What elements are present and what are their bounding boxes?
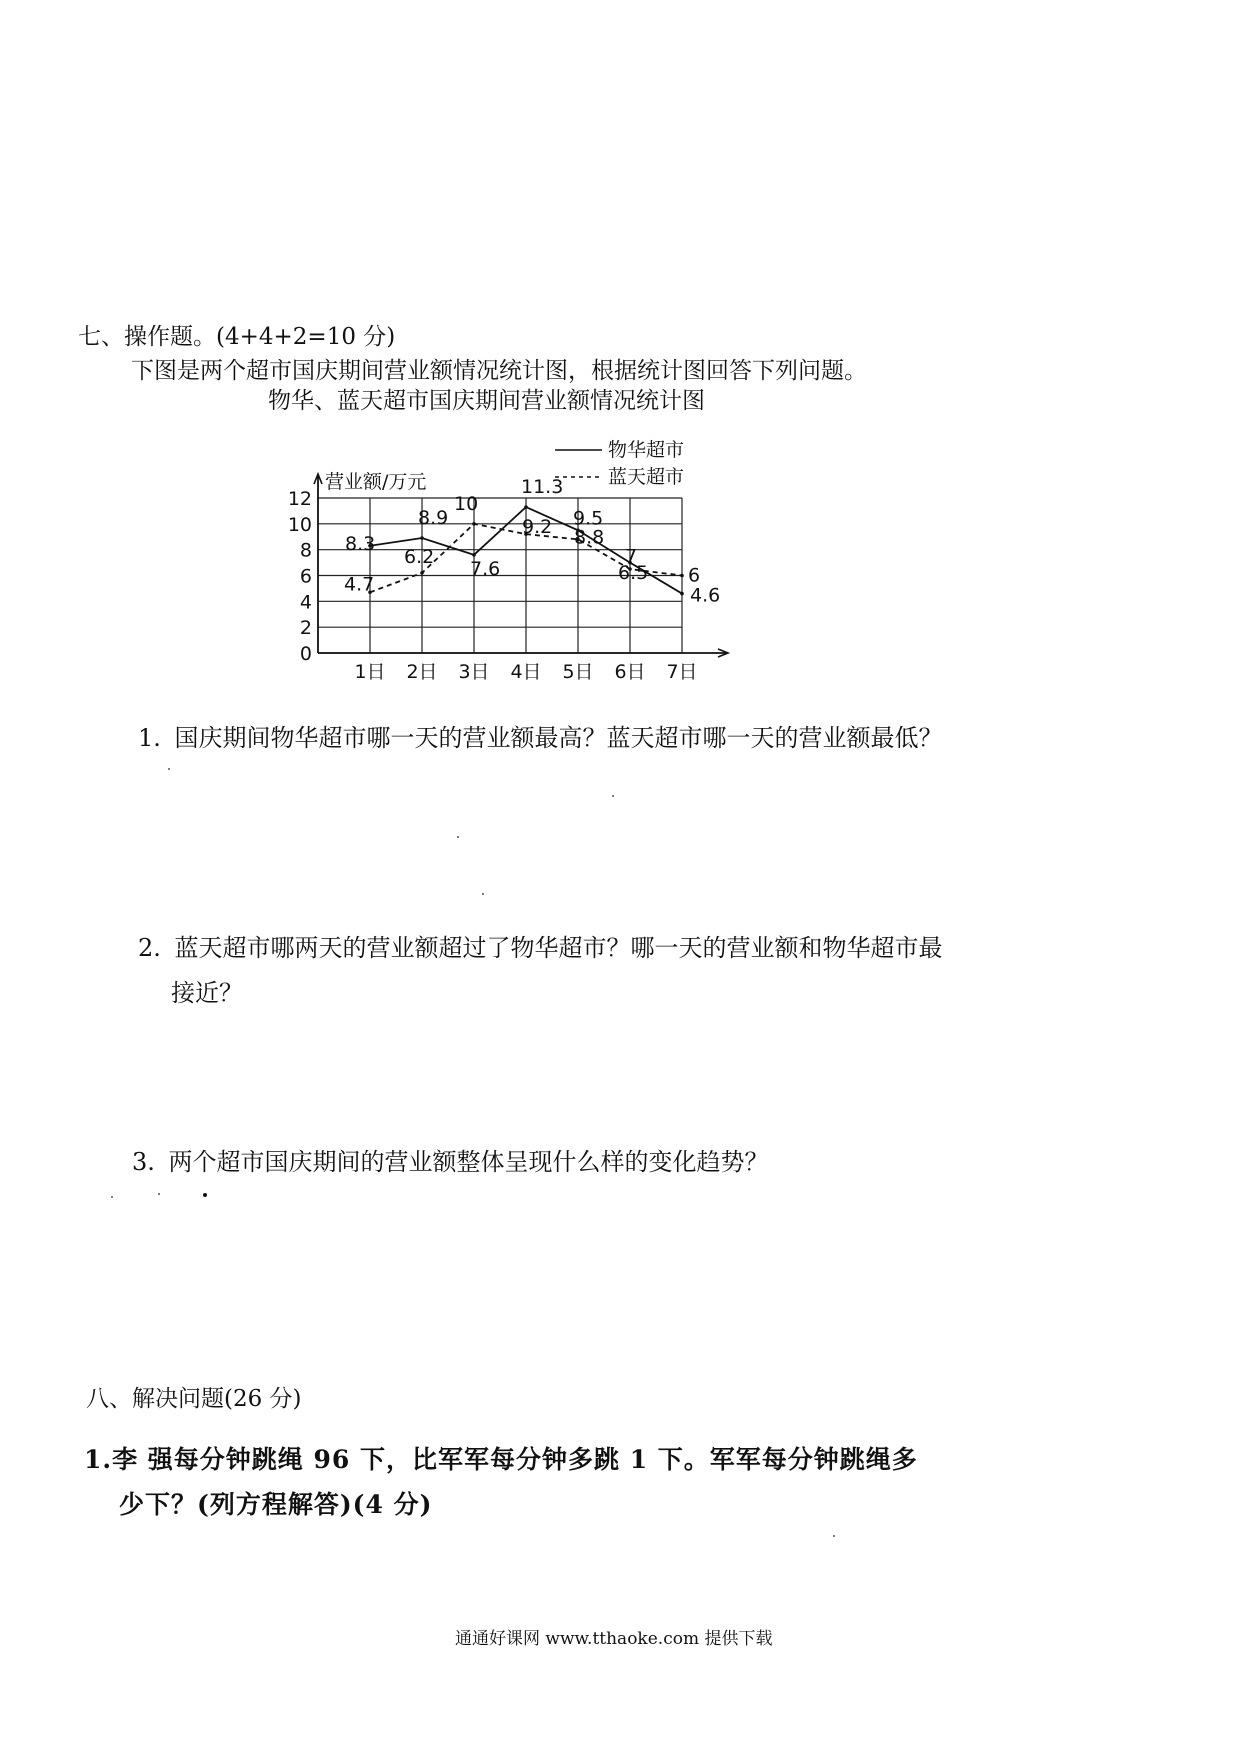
section-8-question-1-line-1: 1.李 强每分钟跳绳 96 下，比军军每分钟多跳 1 下。军军每分钟跳绳多: [84, 1445, 918, 1474]
y-tick-label: 10: [287, 513, 312, 536]
x-tick-label: 6日: [614, 661, 646, 683]
point-wuhua: [472, 553, 476, 557]
data-label-wuhua: 11.3: [521, 476, 564, 499]
scan-speck: [457, 836, 459, 838]
data-label-lantian: 6.5: [618, 562, 649, 585]
point-lantian: [472, 522, 476, 526]
y-tick-label: 8: [299, 539, 312, 562]
point-wuhua: [524, 505, 528, 509]
chart-legend: [555, 439, 684, 488]
point-wuhua: [680, 592, 684, 596]
x-tick-label: 7日: [666, 661, 698, 683]
y-tick-label: 0: [299, 643, 312, 665]
section-8-question-1-line-2: 少下？(列方程解答)(4 分): [119, 1490, 433, 1519]
data-label-lantian: 6: [688, 564, 701, 587]
x-tick-label: 1日: [354, 661, 386, 683]
line-chart: [280, 430, 750, 695]
x-tick-label: 5日: [562, 661, 594, 683]
footer-credit: 通通好课网 www.tthaoke.com 提供下载: [455, 1629, 773, 1649]
question-number: 3.: [132, 1148, 155, 1176]
legend-label-lantian: 蓝天超市: [608, 466, 685, 488]
question-number: 2.: [138, 934, 161, 962]
data-label-lantian: 10: [454, 492, 479, 515]
question-text: 国庆期间物华超市哪一天的营业额最高？蓝天超市哪一天的营业额最低？: [174, 724, 943, 752]
section-8-heading: 八、解决问题(26 分): [86, 1386, 302, 1412]
data-label-lantian: 6.2: [404, 545, 435, 568]
data-label-wuhua: 7: [625, 545, 638, 568]
x-tick-label: 4日: [510, 661, 542, 683]
scan-speck: [203, 1193, 207, 1197]
scan-speck: [111, 1196, 113, 1198]
question-7-1: [138, 718, 943, 753]
section-7-heading: 七、操作题。(4+4+2=10 分): [78, 324, 396, 350]
question-text: 两个超市国庆期间的营业额整体呈现什么样的变化趋势？: [168, 1148, 769, 1176]
legend-label-wuhua: 物华超市: [608, 439, 685, 461]
point-lantian: [420, 571, 424, 575]
y-tick-label: 4: [299, 591, 312, 614]
y-tick-label: 6: [299, 565, 312, 588]
data-label-wuhua: 7.6: [470, 557, 501, 580]
scan-speck: [612, 795, 614, 797]
point-lantian: [680, 574, 684, 578]
x-tick-label: 2日: [406, 661, 438, 683]
section-7-intro: 下图是两个超市国庆期间营业额情况统计图，根据统计图回答下列问题。: [131, 358, 867, 384]
data-label-lantian: 9.2: [522, 516, 553, 539]
y-tick-label: 12: [287, 488, 312, 510]
chart-axes: [314, 474, 728, 657]
data-label-wuhua: 9.5: [573, 507, 604, 530]
scan-speck: [482, 893, 484, 895]
question-7-3: [132, 1142, 769, 1177]
chart-title: 物华、蓝天超市国庆期间营业额情况统计图: [268, 388, 705, 414]
y-axis-label: 营业额/万元: [325, 471, 427, 493]
question-text: 蓝天超市哪两天的营业额超过了物华超市？哪一天的营业额和物华超市最: [174, 934, 943, 962]
question-7-2: [138, 928, 943, 963]
point-wuhua: [420, 536, 424, 540]
data-label-wuhua: 8.3: [345, 532, 376, 555]
data-label-lantian: 8.8: [574, 526, 605, 549]
x-tick-labels: [354, 661, 697, 683]
scan-speck: [168, 768, 170, 770]
data-label-wuhua: 8.9: [418, 507, 449, 530]
question-number: 1.: [138, 724, 161, 752]
question-7-2-continued: 接近？: [171, 979, 243, 1007]
y-tick-labels: [288, 488, 312, 665]
data-label-lantian: 4.7: [344, 573, 375, 596]
scan-speck: [833, 1535, 835, 1537]
x-tick-label: 3日: [458, 661, 490, 683]
data-label-wuhua: 4.6: [690, 584, 721, 607]
scan-speck: [158, 1193, 160, 1195]
y-tick-label: 2: [299, 617, 312, 640]
